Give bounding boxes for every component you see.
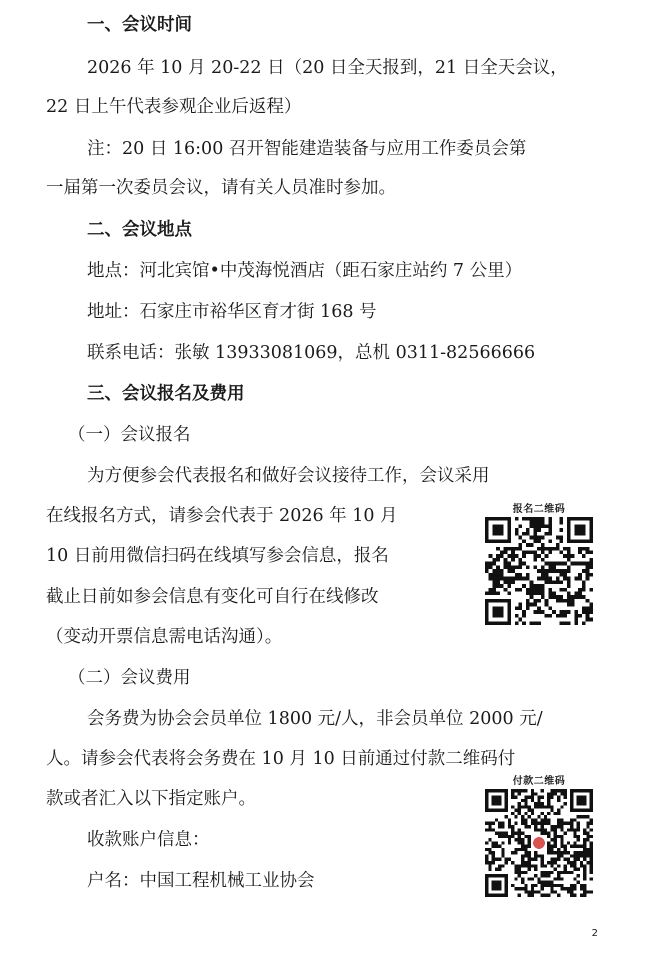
qr-code-icon xyxy=(485,789,593,897)
paragraph-line: 收款账户信息： xyxy=(87,830,210,850)
payment-qr[interactable] xyxy=(484,772,594,897)
paragraph-line: 联系电话：张敏 13933081069，总机 0311-82566666 xyxy=(87,343,536,363)
section-heading-time: 一、会议时间 xyxy=(87,15,192,35)
subsection-heading-fees: （二）会议费用 xyxy=(68,668,191,688)
paragraph-line: 户名：中国工程机械工业协会 xyxy=(87,871,315,891)
section-heading-location: 二、会议地点 xyxy=(87,220,192,240)
paragraph-line: 人。请参会代表将会务费在 10 月 10 日前通过付款二维码付 xyxy=(46,749,516,769)
qr-code-icon xyxy=(485,517,593,625)
paragraph-line: 一届第一次委员会议，请有关人员准时参加。 xyxy=(46,178,396,198)
paragraph-line: 2026 年 10 月 20-22 日（20 日全天报到，21 日全天会议， xyxy=(87,58,568,78)
paragraph-line: 款或者汇入以下指定账户。 xyxy=(46,789,256,809)
paragraph-line: 地址：石家庄市裕华区育才街 168 号 xyxy=(87,302,377,322)
qr-label: 付款二维码 xyxy=(512,776,566,787)
paragraph-line: 地点：河北宾馆•中茂海悦酒店（距石家庄站约 7 公里） xyxy=(87,261,523,281)
registration-qr[interactable] xyxy=(484,500,594,625)
paragraph-line: 10 日前用微信扫码在线填写参会信息，报名 xyxy=(46,546,389,566)
paragraph-line: （变动开票信息需电话沟通）。 xyxy=(46,627,283,647)
paragraph-line: 为方便参会代表报名和做好会议接待工作，会议采用 xyxy=(87,466,490,486)
paragraph-line: 22 日上午代表参观企业后返程） xyxy=(46,97,302,117)
section-heading-registration-fees: 三、会议报名及费用 xyxy=(87,384,245,404)
paragraph-line: 截止日前如参会信息有变化可自行在线修改 xyxy=(46,587,379,607)
paragraph-line: 会务费为协会会员单位 1800 元/人，非会员单位 2000 元/ xyxy=(87,709,543,729)
page-number: 2 xyxy=(591,928,598,939)
qr-label: 报名二维码 xyxy=(512,504,566,515)
paragraph-line: 在线报名方式，请参会代表于 2026 年 10 月 xyxy=(46,506,398,526)
subsection-heading-registration: （一）会议报名 xyxy=(68,425,191,445)
paragraph-line: 注：20 日 16:00 召开智能建造装备与应用工作委员会第 xyxy=(87,139,527,159)
